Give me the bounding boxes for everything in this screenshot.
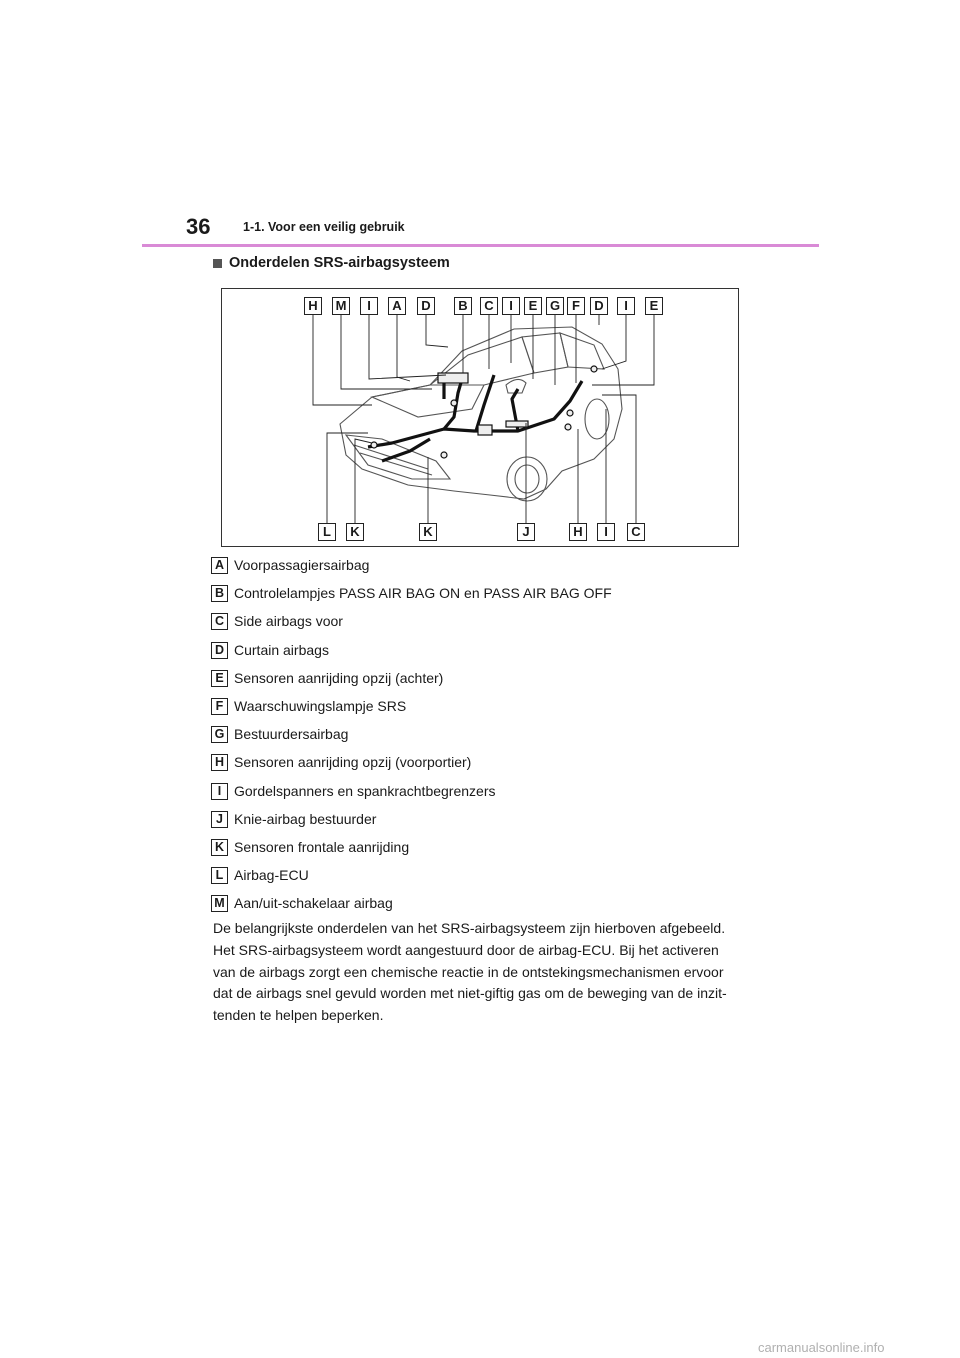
legend-list bbox=[211, 557, 612, 923]
legend-item bbox=[211, 867, 612, 895]
watermark: carmanualsonline.info bbox=[758, 1340, 885, 1355]
callout-bottom-3: K bbox=[419, 523, 437, 541]
callout-top-12: D bbox=[590, 297, 608, 315]
legend-text: Sensoren frontale aanrijding bbox=[234, 838, 410, 855]
square-bullet-icon bbox=[213, 259, 222, 268]
legend-item bbox=[211, 698, 612, 726]
body-line: De belangrijkste onderdelen van het SRS-airbagsysteem zijn hierboven afgebeeld. bbox=[213, 920, 726, 936]
legend-letter: A bbox=[211, 557, 228, 574]
legend-letter: I bbox=[211, 783, 228, 800]
legend-letter: J bbox=[211, 811, 228, 828]
body-line: tenden te helpen beperken. bbox=[213, 1007, 384, 1024]
legend-item bbox=[211, 811, 612, 839]
legend-letter: H bbox=[211, 754, 228, 771]
legend-letter: M bbox=[211, 895, 228, 912]
legend-letter: G bbox=[211, 726, 228, 743]
legend-text: Knie-airbag bestuurder bbox=[234, 810, 377, 827]
legend-item bbox=[211, 670, 612, 698]
legend-item bbox=[211, 585, 612, 613]
legend-letter: B bbox=[211, 585, 228, 602]
callout-top-11: F bbox=[567, 297, 585, 315]
legend-item bbox=[211, 783, 612, 811]
chapter-title: 1-1. Voor een veilig gebruik bbox=[243, 220, 405, 234]
legend-text: Curtain airbags bbox=[234, 641, 329, 658]
legend-text: Sensoren aanrijding opzij (achter) bbox=[234, 669, 444, 686]
legend-letter: C bbox=[211, 613, 228, 630]
legend-letter: D bbox=[211, 642, 228, 659]
callout-top-5: D bbox=[417, 297, 435, 315]
body-line: van de airbags zorgt een chemische reactie in de ontstekingsmechanismen ervoor bbox=[213, 963, 724, 980]
callout-bottom-4: J bbox=[517, 523, 535, 541]
callout-bottom-5: H bbox=[569, 523, 587, 541]
legend-text: Airbag-ECU bbox=[234, 867, 309, 884]
legend-item bbox=[211, 839, 612, 867]
header-rule bbox=[142, 244, 819, 247]
callout-top-7: C bbox=[480, 297, 498, 315]
legend-text: Waarschuwingslampje SRS bbox=[234, 697, 407, 714]
legend-text: Voorpassagiersairbag bbox=[234, 557, 370, 573]
callout-top-6: B bbox=[454, 297, 472, 315]
legend-letter: L bbox=[211, 867, 228, 884]
legend-item bbox=[211, 557, 612, 585]
callout-top-9: E bbox=[524, 297, 542, 315]
section-title-text: Onderdelen SRS-airbagsysteem bbox=[229, 255, 450, 271]
callout-top-10: G bbox=[546, 297, 564, 315]
legend-letter: K bbox=[211, 839, 228, 856]
callout-top-2: M bbox=[332, 297, 350, 315]
legend-text: Bestuurdersairbag bbox=[234, 726, 349, 743]
legend-text: Sensoren aanrijding opzij (voorportier) bbox=[234, 754, 472, 771]
legend-letter: F bbox=[211, 698, 228, 715]
body-paragraph bbox=[213, 918, 753, 1027]
callout-top-1: H bbox=[304, 297, 322, 315]
callout-top-4: A bbox=[388, 297, 406, 315]
callout-bottom-2: K bbox=[346, 523, 364, 541]
legend-letter: E bbox=[211, 670, 228, 687]
callout-bottom-6: I bbox=[597, 523, 615, 541]
callout-top-8: I bbox=[502, 297, 520, 315]
body-line: dat de airbags snel gevuld worden met niet-giftig gas om de beweging van de inzit- bbox=[213, 985, 727, 1002]
legend-text: Controlelampjes PASS AIR BAG ON en PASS AIR BAG OFF bbox=[234, 585, 612, 602]
car-illustration bbox=[222, 289, 740, 548]
airbag-diagram bbox=[221, 288, 739, 547]
legend-item bbox=[211, 754, 612, 782]
legend-item bbox=[211, 726, 612, 754]
section-title bbox=[213, 255, 450, 271]
callout-bottom-7: C bbox=[627, 523, 645, 541]
legend-item bbox=[211, 642, 612, 670]
callout-bottom-1: L bbox=[318, 523, 336, 541]
body-line: Het SRS-airbagsysteem wordt aangestuurd door de airbag-ECU. Bij het activeren bbox=[213, 941, 719, 958]
legend-text: Side airbags voor bbox=[234, 613, 343, 630]
legend-text: Aan/uit-schakelaar airbag bbox=[234, 895, 393, 912]
callout-top-13: I bbox=[617, 297, 635, 315]
callout-top-14: E bbox=[645, 297, 663, 315]
page-number: 36 bbox=[186, 214, 211, 239]
legend-item bbox=[211, 613, 612, 641]
callout-top-3: I bbox=[360, 297, 378, 315]
legend-text: Gordelspanners en spankrachtbegrenzers bbox=[234, 782, 496, 799]
